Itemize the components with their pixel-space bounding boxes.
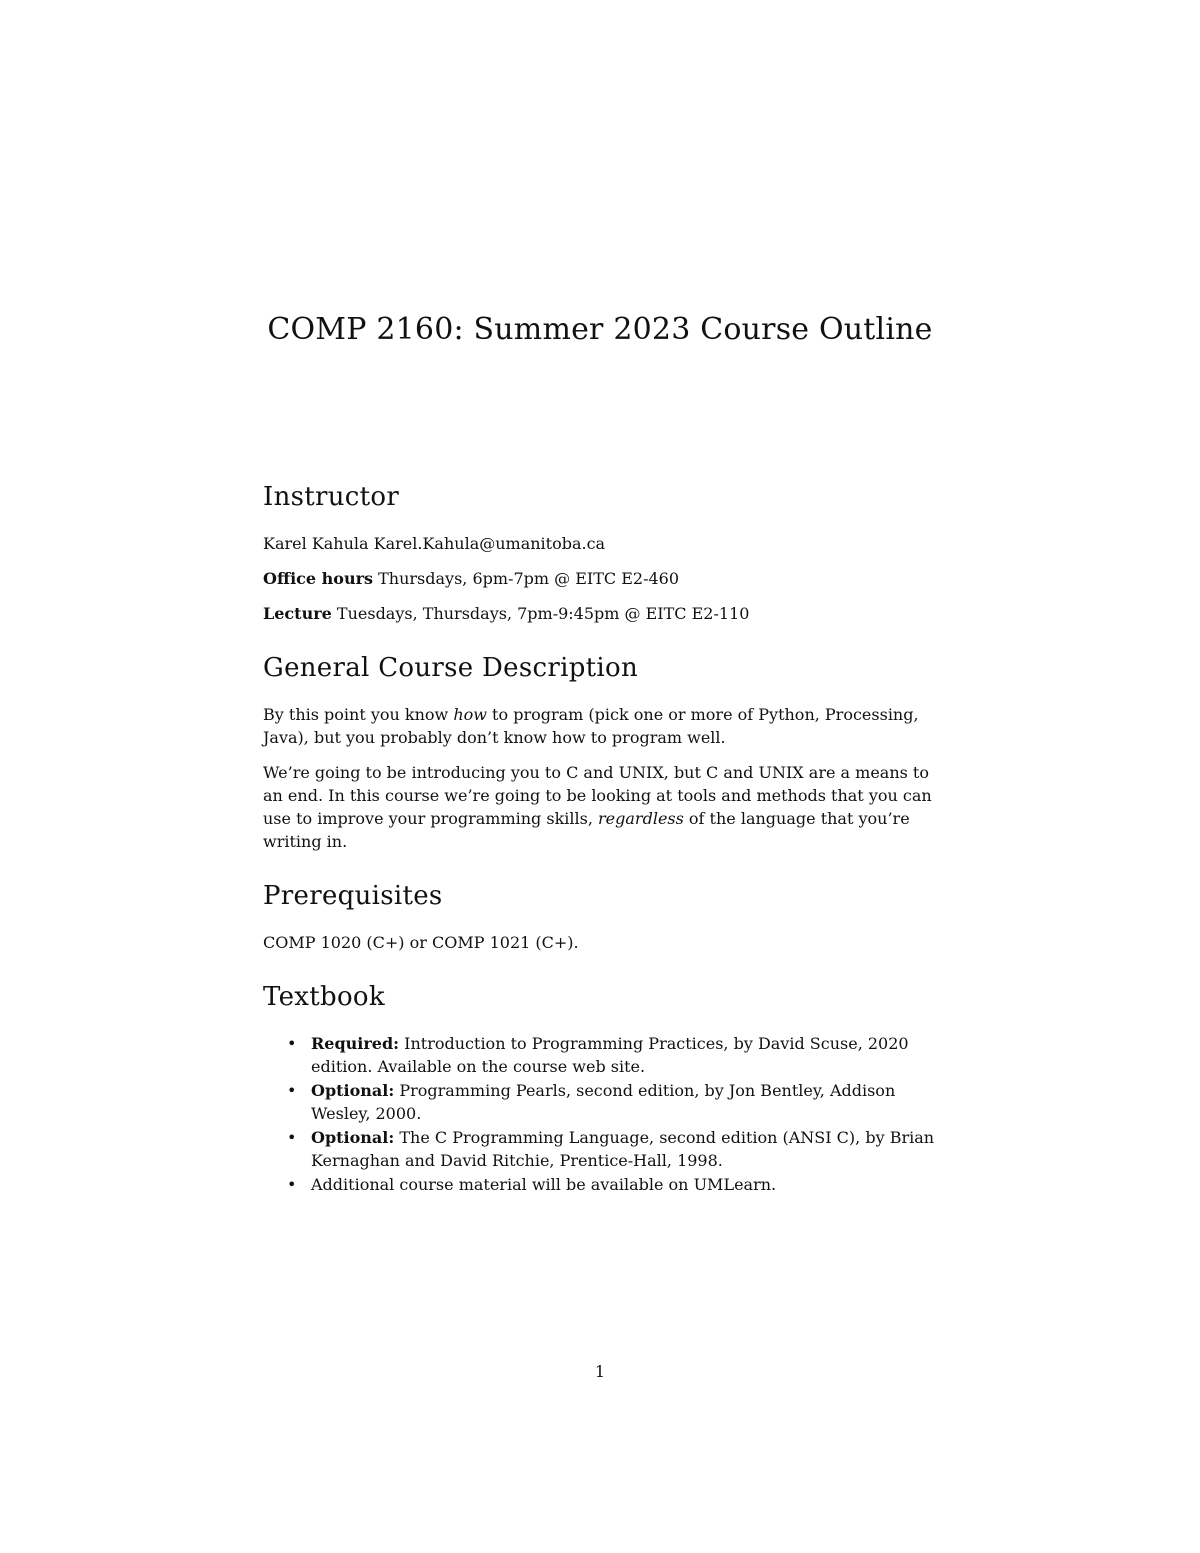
instructor-section [263, 482, 953, 625]
item-text: Additional course material will be available on UMLearn. [311, 1175, 777, 1194]
p1-after: to program (pick one or more of Python, Processing, Java), but you probably don’t know how to program well. [263, 705, 919, 747]
description-paragraph-2 [263, 761, 953, 853]
instructor-heading: Instructor [263, 482, 400, 512]
item-text: Introduction to Programming Practices, by David Scuse, 2020 edition. Available on the course web site. [311, 1034, 909, 1076]
instructor-name-email: Karel Kahula Karel.Kahula@umanitoba.ca [263, 534, 606, 553]
item-text: The C Programming Language, second edition (ANSI C), by Brian Kernaghan and David Ritchie, Prentice-Hall, 1998. [311, 1128, 935, 1170]
list-item [287, 1079, 953, 1125]
lecture-line [263, 602, 953, 625]
item-label: Required: [311, 1034, 400, 1053]
document-body [263, 482, 953, 1224]
bullet-icon: • [287, 1175, 297, 1194]
office-hours-value: Thursdays, 6pm-7pm @ EITC E2-460 [378, 569, 680, 588]
bullet-icon: • [287, 1034, 297, 1053]
description-heading: General Course Description [263, 653, 638, 683]
item-label: Optional: [311, 1128, 395, 1147]
item-label: Optional: [311, 1081, 395, 1100]
bullet-icon: • [287, 1128, 297, 1147]
list-item [287, 1173, 953, 1196]
lecture-label: Lecture [263, 604, 332, 623]
textbook-heading: Textbook [263, 982, 385, 1012]
p2-before: We’re going to be introducing you to C and UNIX, but C and UNIX are a means to an end. In this course we’re going to be looking at tools and methods that you can use to improve your programming skills, [263, 763, 932, 828]
p1-before: By this point you know [263, 705, 454, 724]
description-paragraph-1 [263, 703, 953, 749]
p2-emphasis: regardless [598, 809, 684, 828]
list-item [287, 1126, 953, 1172]
page-number: 1 [594, 1362, 606, 1381]
textbook-list [263, 1032, 953, 1196]
prerequisites-section [263, 881, 953, 954]
description-section [263, 653, 953, 853]
bullet-icon: • [287, 1081, 297, 1100]
prerequisites-heading: Prerequisites [263, 881, 443, 911]
item-text: Programming Pearls, second edition, by Jon Bentley, Addison Wesley, 2000. [311, 1081, 896, 1123]
office-hours-line [263, 567, 953, 590]
list-item [287, 1032, 953, 1078]
document-title: COMP 2160: Summer 2023 Course Outline [267, 312, 933, 347]
office-hours-label: Office hours [263, 569, 374, 588]
lecture-value: Tuesdays, Thursdays, 7pm-9:45pm @ EITC E2-110 [336, 604, 750, 623]
textbook-section [263, 982, 953, 1196]
p1-emphasis: how [453, 705, 487, 724]
p2-after: of the language that you’re writing in. [263, 809, 910, 851]
prerequisites-text: COMP 1020 (C+) or COMP 1021 (C+). [263, 933, 579, 952]
